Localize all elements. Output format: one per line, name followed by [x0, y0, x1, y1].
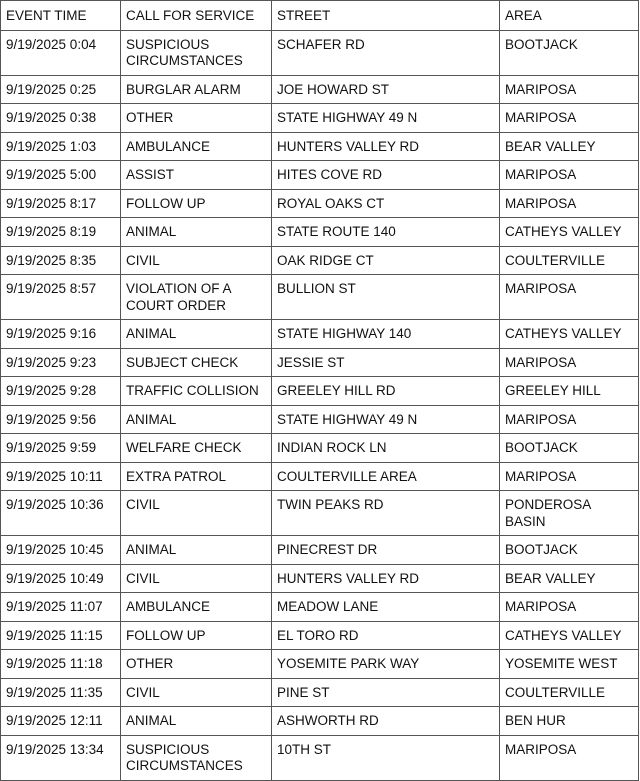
- street-cell: PINE ST: [272, 678, 500, 707]
- area-cell: PONDEROSA BASIN: [500, 491, 639, 536]
- call-for-service-cell: ASSIST: [121, 161, 272, 190]
- street-cell: STATE HIGHWAY 140: [272, 320, 500, 349]
- area-cell: BOOTJACK: [500, 434, 639, 463]
- area-cell: CATHEYS VALLEY: [500, 218, 639, 247]
- event-time-cell: 9/19/2025 12:11: [1, 707, 121, 736]
- street-cell: YOSEMITE PARK WAY: [272, 650, 500, 679]
- area-cell: YOSEMITE WEST: [500, 650, 639, 679]
- area-cell: MARIPOSA: [500, 735, 639, 780]
- table-row: [1, 405, 639, 434]
- call-for-service-cell: CIVIL: [121, 491, 272, 536]
- call-for-service-cell: ANIMAL: [121, 707, 272, 736]
- street-cell: HITES COVE RD: [272, 161, 500, 190]
- call-for-service-cell: ANIMAL: [121, 405, 272, 434]
- table-row: [1, 320, 639, 349]
- street-cell: STATE HIGHWAY 49 N: [272, 405, 500, 434]
- area-cell: CATHEYS VALLEY: [500, 320, 639, 349]
- street-cell: MEADOW LANE: [272, 593, 500, 622]
- event-time-cell: 9/19/2025 11:35: [1, 678, 121, 707]
- street-cell: SCHAFER RD: [272, 30, 500, 75]
- table-row: [1, 161, 639, 190]
- call-for-service-cell: CIVIL: [121, 246, 272, 275]
- table-row: [1, 189, 639, 218]
- table-row: [1, 735, 639, 780]
- call-for-service-cell: ANIMAL: [121, 218, 272, 247]
- street-cell: COULTERVILLE AREA: [272, 462, 500, 491]
- call-for-service-cell: WELFARE CHECK: [121, 434, 272, 463]
- table-row: [1, 462, 639, 491]
- street-cell: HUNTERS VALLEY RD: [272, 564, 500, 593]
- table-row: [1, 348, 639, 377]
- street-cell: JOE HOWARD ST: [272, 75, 500, 104]
- area-cell: GREELEY HILL: [500, 377, 639, 406]
- event-time-cell: 9/19/2025 0:04: [1, 30, 121, 75]
- event-time-cell: 9/19/2025 9:23: [1, 348, 121, 377]
- street-cell: PINECREST DR: [272, 536, 500, 565]
- table-row: [1, 246, 639, 275]
- street-cell: OAK RIDGE CT: [272, 246, 500, 275]
- header-event-time: EVENT TIME: [1, 1, 121, 31]
- street-cell: JESSIE ST: [272, 348, 500, 377]
- table-body: [1, 30, 639, 780]
- area-cell: BEAR VALLEY: [500, 132, 639, 161]
- street-cell: ASHWORTH RD: [272, 707, 500, 736]
- call-for-service-cell: ANIMAL: [121, 320, 272, 349]
- area-cell: MARIPOSA: [500, 405, 639, 434]
- area-cell: MARIPOSA: [500, 75, 639, 104]
- table-row: [1, 593, 639, 622]
- event-time-cell: 9/19/2025 0:38: [1, 104, 121, 133]
- table-row: [1, 491, 639, 536]
- event-time-cell: 9/19/2025 9:28: [1, 377, 121, 406]
- call-for-service-cell: OTHER: [121, 104, 272, 133]
- call-for-service-cell: SUBJECT CHECK: [121, 348, 272, 377]
- call-for-service-cell: ANIMAL: [121, 536, 272, 565]
- call-for-service-cell: TRAFFIC COLLISION: [121, 377, 272, 406]
- call-for-service-cell: OTHER: [121, 650, 272, 679]
- table-row: [1, 707, 639, 736]
- table-row: [1, 275, 639, 320]
- area-cell: MARIPOSA: [500, 189, 639, 218]
- area-cell: BEN HUR: [500, 707, 639, 736]
- event-time-cell: 9/19/2025 10:11: [1, 462, 121, 491]
- table-row: [1, 678, 639, 707]
- street-cell: ROYAL OAKS CT: [272, 189, 500, 218]
- table-row: [1, 621, 639, 650]
- table-row: [1, 132, 639, 161]
- call-for-service-cell: SUSPICIOUS CIRCUMSTANCES: [121, 735, 272, 780]
- area-cell: MARIPOSA: [500, 275, 639, 320]
- call-for-service-cell: SUSPICIOUS CIRCUMSTANCES: [121, 30, 272, 75]
- call-for-service-cell: CIVIL: [121, 678, 272, 707]
- event-time-cell: 9/19/2025 10:45: [1, 536, 121, 565]
- area-cell: CATHEYS VALLEY: [500, 621, 639, 650]
- event-time-cell: 9/19/2025 11:07: [1, 593, 121, 622]
- event-time-cell: 9/19/2025 11:15: [1, 621, 121, 650]
- area-cell: BEAR VALLEY: [500, 564, 639, 593]
- call-for-service-cell: AMBULANCE: [121, 593, 272, 622]
- street-cell: BULLION ST: [272, 275, 500, 320]
- area-cell: MARIPOSA: [500, 593, 639, 622]
- area-cell: MARIPOSA: [500, 161, 639, 190]
- event-time-cell: 9/19/2025 13:34: [1, 735, 121, 780]
- call-for-service-cell: VIOLATION OF A COURT ORDER: [121, 275, 272, 320]
- event-time-cell: 9/19/2025 9:56: [1, 405, 121, 434]
- area-cell: BOOTJACK: [500, 30, 639, 75]
- area-cell: COULTERVILLE: [500, 246, 639, 275]
- event-time-cell: 9/19/2025 9:16: [1, 320, 121, 349]
- street-cell: STATE HIGHWAY 49 N: [272, 104, 500, 133]
- event-time-cell: 9/19/2025 11:18: [1, 650, 121, 679]
- call-for-service-cell: EXTRA PATROL: [121, 462, 272, 491]
- header-area: AREA: [500, 1, 639, 31]
- table-header: [1, 1, 639, 31]
- call-for-service-cell: FOLLOW UP: [121, 189, 272, 218]
- area-cell: COULTERVILLE: [500, 678, 639, 707]
- street-cell: GREELEY HILL RD: [272, 377, 500, 406]
- table-row: [1, 377, 639, 406]
- street-cell: INDIAN ROCK LN: [272, 434, 500, 463]
- event-time-cell: 9/19/2025 8:57: [1, 275, 121, 320]
- event-time-cell: 9/19/2025 5:00: [1, 161, 121, 190]
- street-cell: STATE ROUTE 140: [272, 218, 500, 247]
- area-cell: MARIPOSA: [500, 104, 639, 133]
- event-time-cell: 9/19/2025 8:17: [1, 189, 121, 218]
- event-time-cell: 9/19/2025 9:59: [1, 434, 121, 463]
- event-time-cell: 9/19/2025 8:19: [1, 218, 121, 247]
- event-time-cell: 9/19/2025 0:25: [1, 75, 121, 104]
- table-row: [1, 434, 639, 463]
- header-row: [1, 1, 639, 31]
- call-for-service-cell: CIVIL: [121, 564, 272, 593]
- call-for-service-cell: BURGLAR ALARM: [121, 75, 272, 104]
- street-cell: HUNTERS VALLEY RD: [272, 132, 500, 161]
- table-row: [1, 104, 639, 133]
- event-time-cell: 9/19/2025 10:36: [1, 491, 121, 536]
- table-row: [1, 30, 639, 75]
- area-cell: BOOTJACK: [500, 536, 639, 565]
- call-for-service-cell: AMBULANCE: [121, 132, 272, 161]
- street-cell: EL TORO RD: [272, 621, 500, 650]
- event-time-cell: 9/19/2025 10:49: [1, 564, 121, 593]
- header-street: STREET: [272, 1, 500, 31]
- event-time-cell: 9/19/2025 1:03: [1, 132, 121, 161]
- street-cell: 10TH ST: [272, 735, 500, 780]
- table-row: [1, 536, 639, 565]
- table-row: [1, 564, 639, 593]
- table-row: [1, 218, 639, 247]
- event-time-cell: 9/19/2025 8:35: [1, 246, 121, 275]
- street-cell: TWIN PEAKS RD: [272, 491, 500, 536]
- area-cell: MARIPOSA: [500, 348, 639, 377]
- table-row: [1, 75, 639, 104]
- table-row: [1, 650, 639, 679]
- call-for-service-cell: FOLLOW UP: [121, 621, 272, 650]
- header-call-for-service: CALL FOR SERVICE: [121, 1, 272, 31]
- area-cell: MARIPOSA: [500, 462, 639, 491]
